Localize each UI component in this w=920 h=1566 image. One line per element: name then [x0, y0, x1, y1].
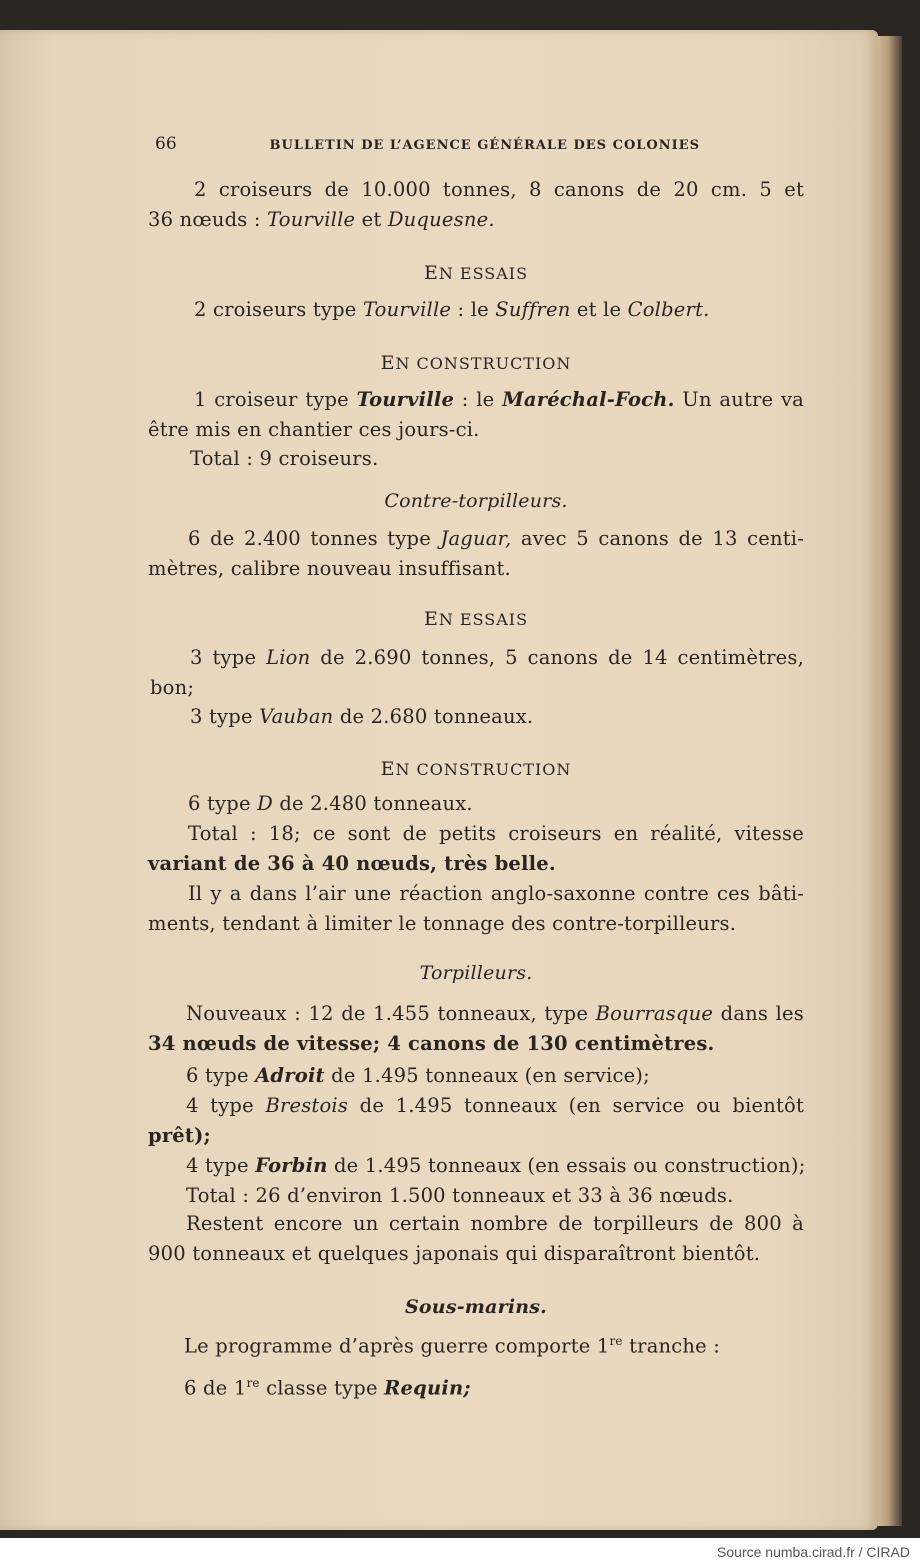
text-line: 2 croiseurs type Tourville : le Suffren et le Colbert. — [194, 298, 710, 321]
text-line: 2 croiseurs de 10.000 tonnes, 8 canons de 20 cm. 5 et — [194, 178, 804, 201]
text-line: Restent encore un certain nombre de torpilleurs de 800 à — [186, 1212, 804, 1235]
section-heading: EN CONSTRUCTION — [380, 352, 572, 374]
section-heading: Contre-torpilleurs. — [384, 490, 568, 512]
text-line: Total : 9 croiseurs. — [190, 447, 379, 470]
text-line: 900 tonneaux et quelques japonais qui disparaîtront bientôt. — [148, 1242, 761, 1265]
text-line: 6 de 2.400 tonnes type Jaguar, avec 5 canons de 13 centi- — [188, 527, 804, 550]
text-line: être mis en chantier ces jours-ci. — [148, 418, 480, 441]
text-line: 3 type Lion de 2.690 tonnes, 5 canons de 14 centimètres, — [190, 646, 804, 669]
page-number: 66 — [155, 134, 177, 154]
text-line: 6 type D de 2.480 tonneaux. — [188, 792, 473, 815]
text-line: ments, tendant à limiter le tonnage des contre-torpilleurs. — [148, 912, 737, 935]
text-line: 36 nœuds : Tourville et Duquesne. — [148, 208, 495, 231]
text-line: 6 de 1re classe type Requin; — [184, 1376, 471, 1400]
text-line: Le programme d’après guerre comporte 1re tranche : — [184, 1334, 721, 1358]
text-line: mètres, calibre nouveau insuffisant. — [148, 557, 511, 580]
text-line: Total : 26 d’environ 1.500 tonneaux et 33 à 36 nœuds. — [186, 1184, 734, 1207]
text-line: bon; — [150, 676, 195, 699]
page-edge — [878, 36, 902, 1526]
text-line: Nouveaux : 12 de 1.455 tonneaux, type Bourrasque dans les — [186, 1002, 805, 1025]
source-credit: Source numba.cirad.fr / CIRAD — [717, 1544, 910, 1560]
text-line: prêt); — [148, 1124, 211, 1147]
section-heading: EN ESSAIS — [423, 608, 529, 630]
text-line: variant de 36 à 40 nœuds, très belle. — [148, 852, 556, 875]
text-line: 4 type Brestois de 1.495 tonneaux (en service ou bientôt — [186, 1094, 804, 1117]
page-header — [155, 134, 700, 154]
text-line: 6 type Adroit de 1.495 tonneaux (en service); — [186, 1064, 650, 1087]
running-head: BULLETIN DE L’AGENCE GÉNÉRALE DES COLONIES — [269, 138, 700, 153]
section-heading: EN ESSAIS — [423, 262, 529, 284]
text-line: 34 nœuds de vitesse; 4 canons de 130 centimètres. — [148, 1032, 715, 1055]
section-heading: EN CONSTRUCTION — [380, 758, 572, 780]
text-line: 4 type Forbin de 1.495 tonneaux (en essais ou construction); — [186, 1154, 806, 1177]
text-line: Il y a dans l’air une réaction anglo-saxonne contre ces bâti- — [188, 882, 804, 905]
section-heading: Sous-marins. — [405, 1296, 547, 1318]
text-line: 1 croiseur type Tourville : le Maréchal-Foch. Un autre va — [194, 388, 804, 411]
text-line: 3 type Vauban de 2.680 tonneaux. — [190, 705, 534, 728]
section-heading: Torpilleurs. — [419, 962, 533, 984]
text-line: Total : 18; ce sont de petits croiseurs en réalité, vitesse — [188, 822, 804, 845]
